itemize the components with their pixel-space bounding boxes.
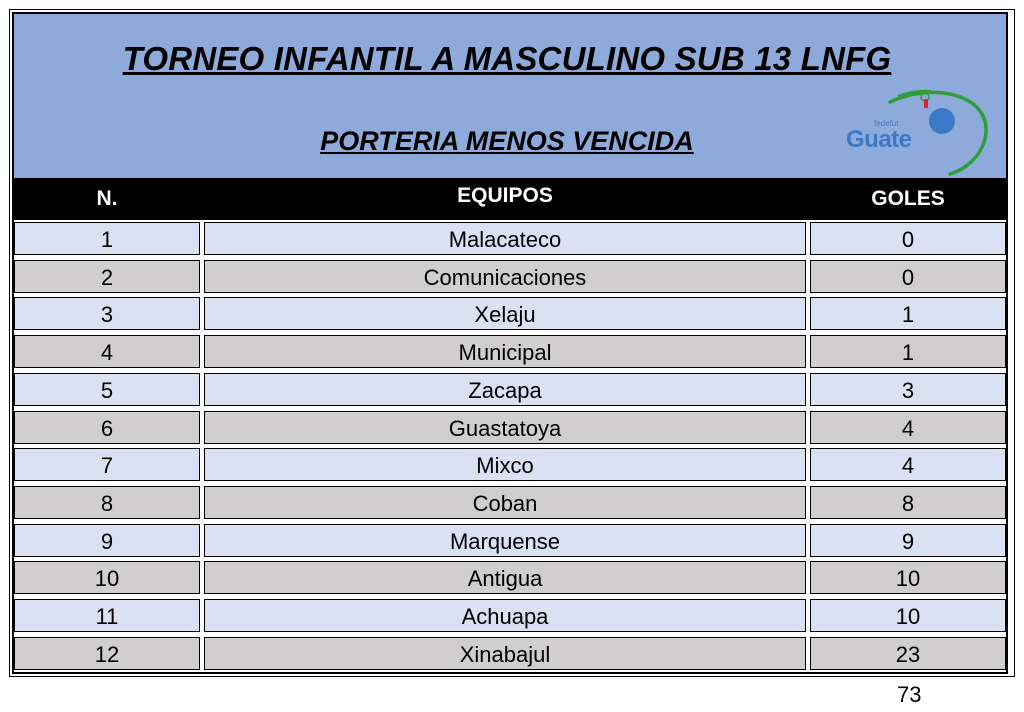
column-header-number: N.	[96, 187, 118, 210]
page-number: 73	[897, 682, 922, 707]
logo-small-text: fedefut	[874, 119, 899, 128]
row-number: 10	[14, 561, 200, 594]
goals-conceded: 10	[810, 561, 1006, 594]
goals-conceded: 9	[810, 524, 1006, 557]
table-header-row	[14, 178, 1008, 220]
row-number: 5	[14, 373, 200, 406]
team-name: Guastatoya	[204, 411, 806, 444]
table-row	[14, 597, 1008, 635]
row-number: 8	[14, 486, 200, 519]
row-number: 6	[14, 411, 200, 444]
row-number: 4	[14, 335, 200, 368]
team-name: Comunicaciones	[204, 260, 806, 293]
fedefut-logo	[838, 84, 994, 178]
table-row	[14, 409, 1008, 447]
team-name: Municipal	[204, 335, 806, 368]
row-number: 7	[14, 448, 200, 481]
goals-conceded: 1	[810, 297, 1006, 330]
goals-conceded: 4	[810, 448, 1006, 481]
table-row	[14, 333, 1008, 371]
goals-conceded: 23	[810, 637, 1006, 670]
page-subtitle: PORTERIA MENOS VENCIDA	[320, 126, 694, 156]
table-row	[14, 484, 1008, 522]
team-name: Zacapa	[204, 373, 806, 406]
team-name: Achuapa	[204, 599, 806, 632]
team-name: Xinabajul	[204, 637, 806, 670]
table-row	[14, 258, 1008, 296]
row-number: 9	[14, 524, 200, 557]
team-name: Coban	[204, 486, 806, 519]
table-row	[14, 522, 1008, 560]
table-row	[14, 559, 1008, 597]
team-name: Xelaju	[204, 297, 806, 330]
table-row	[14, 635, 1008, 673]
table-row	[14, 371, 1008, 409]
row-number: 2	[14, 260, 200, 293]
goals-conceded: 4	[810, 411, 1006, 444]
goals-conceded: 3	[810, 373, 1006, 406]
team-name: Malacateco	[204, 222, 806, 255]
team-name: Marquense	[204, 524, 806, 557]
goals-conceded: 0	[810, 222, 1006, 255]
column-header-teams: EQUIPOS	[457, 184, 553, 207]
goals-conceded: 10	[810, 599, 1006, 632]
row-number: 12	[14, 637, 200, 670]
table-row	[14, 220, 1008, 258]
goals-conceded: 0	[810, 260, 1006, 293]
ball-icon	[929, 108, 955, 134]
table-row	[14, 446, 1008, 484]
column-header-goals: GOLES	[871, 187, 945, 210]
table-row	[14, 295, 1008, 333]
team-name: Mixco	[204, 448, 806, 481]
row-number: 3	[14, 297, 200, 330]
goals-conceded: 1	[810, 335, 1006, 368]
row-number: 1	[14, 222, 200, 255]
team-name: Antigua	[204, 561, 806, 594]
logo-text: Guate	[846, 126, 912, 153]
goals-conceded: 8	[810, 486, 1006, 519]
row-number: 11	[14, 599, 200, 632]
page-title: TORNEO INFANTIL A MASCULINO SUB 13 LNFG	[122, 40, 892, 77]
